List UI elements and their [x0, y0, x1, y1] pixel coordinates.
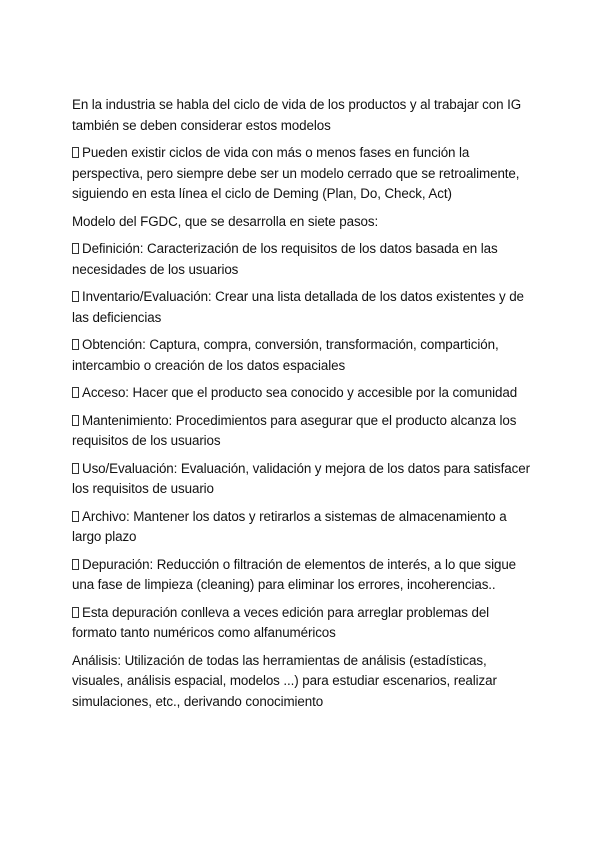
paragraph-analysis — [72, 651, 534, 713]
paragraph-bullet — [72, 383, 534, 404]
paragraph-text: Modelo del FGDC, que se desarrolla en siete pasos: — [72, 213, 379, 229]
missing-glyph-bullet-icon — [72, 559, 79, 570]
paragraph-bullet — [72, 507, 534, 548]
missing-glyph-bullet-icon — [72, 243, 79, 254]
paragraph-text: Archivo: Mantener los datos y retirarlos a sistemas de almacenamiento a largo plazo — [72, 508, 507, 544]
paragraph-bullet — [72, 143, 534, 205]
paragraph-text: Análisis: Utilización de todas las herramientas de análisis (estadísticas, visuales, análisis espacial, modelos ...) para estudiar escenarios, realizar simulaciones, etc., derivando conocimiento — [72, 652, 497, 709]
paragraph-bullet — [72, 335, 534, 376]
document-body — [72, 95, 534, 719]
paragraph-text: Mantenimiento: Procedimientos para asegurar que el producto alcanza los requisitos de los usuarios — [72, 412, 517, 448]
paragraph-intro — [72, 95, 534, 136]
paragraph-text: Definición: Caracterización de los requisitos de los datos basada en las necesidades de los usuarios — [72, 241, 498, 277]
missing-glyph-bullet-icon — [72, 339, 79, 350]
missing-glyph-bullet-icon — [72, 147, 79, 158]
paragraph-fgdc-heading — [72, 212, 534, 233]
paragraph-bullet — [72, 411, 534, 452]
paragraph-text: Depuración: Reducción o filtración de elementos de interés, a lo que sigue una fase de limpieza (cleaning) para eliminar los errores, incoherencias.. — [72, 556, 517, 592]
missing-glyph-bullet-icon — [72, 415, 79, 426]
paragraph-text: Uso/Evaluación: Evaluación, validación y mejora de los datos para satisfacer los requisitos de usuario — [72, 460, 530, 496]
paragraph-bullet — [72, 459, 534, 500]
paragraph-bullet — [72, 555, 534, 596]
paragraph-text: Acceso: Hacer que el producto sea conocido y accesible por la comunidad — [82, 385, 518, 400]
paragraph-text: En la industria se habla del ciclo de vida de los productos y al trabajar con IG también se deben considerar estos modelos — [72, 97, 522, 133]
paragraph-text: Pueden existir ciclos de vida con más o menos fases en función la perspectiva, pero siempre debe ser un modelo cerrado que se retroalimente, siguiendo en esta línea el ciclo de Deming (Plan, Do, Check, Act) — [72, 145, 520, 201]
missing-glyph-bullet-icon — [72, 511, 79, 522]
paragraph-bullet — [72, 239, 534, 280]
missing-glyph-bullet-icon — [72, 387, 79, 398]
missing-glyph-bullet-icon — [72, 607, 79, 618]
paragraph-text: Obtención: Captura, compra, conversión, transformación, compartición, intercambio o creación de los datos espaciales — [72, 337, 499, 373]
paragraph-bullet — [72, 287, 534, 328]
missing-glyph-bullet-icon — [72, 291, 79, 302]
missing-glyph-bullet-icon — [72, 463, 79, 474]
paragraph-bullet — [72, 603, 534, 644]
paragraph-text: Inventario/Evaluación: Crear una lista detallada de los datos existentes y de las deficiencias — [72, 289, 524, 325]
paragraph-text: Esta depuración conlleva a veces edición para arreglar problemas del formato tanto numéricos como alfanuméricos — [72, 604, 490, 640]
